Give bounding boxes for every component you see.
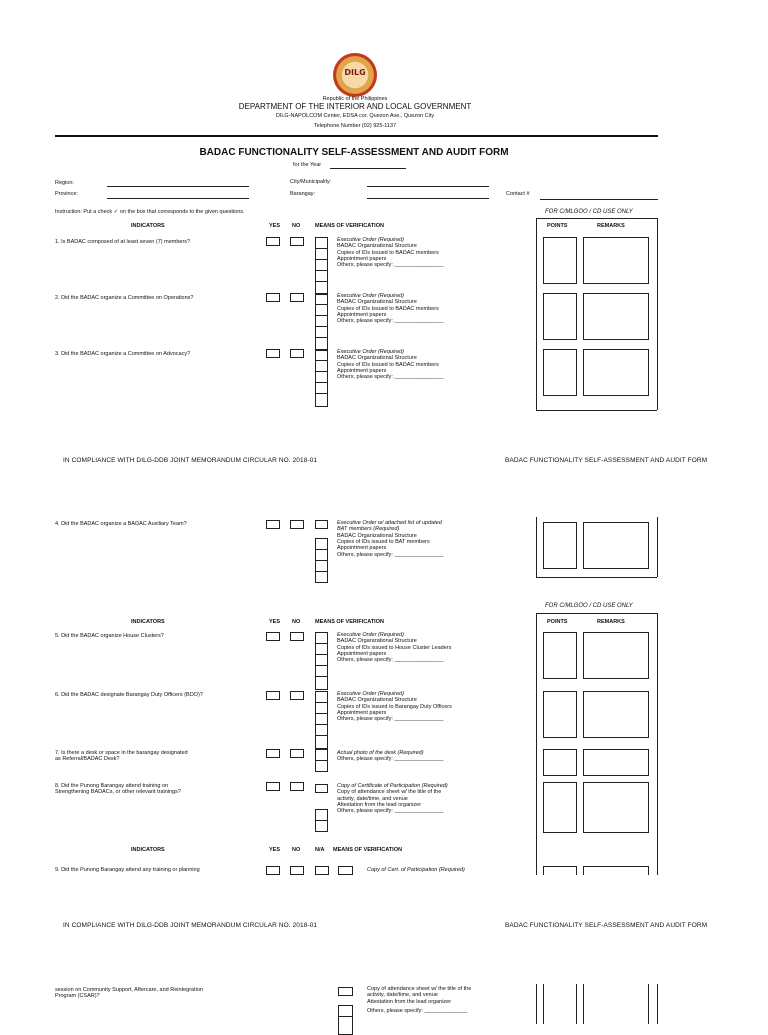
q2-points-box[interactable]	[543, 293, 577, 340]
q4-means-checkbox-1[interactable]	[315, 520, 328, 529]
q8-means-list: Copy of Certificate of Participation (Required) Copy of attendance sheet w/ the title of the activity, date/time, and venue Attestation from the lead organizer Others, please specify: ________________	[337, 783, 448, 815]
q5-points-box[interactable]	[543, 632, 577, 679]
republic-label: Republic of the Philippines	[322, 96, 388, 102]
question-2: 2. Did the BADAC organize a Committee on Operations?	[55, 295, 194, 301]
footer-compliance: IN COMPLIANCE WITH DILG-DDB JOINT MEMORANDUM CIRCULAR NO. 2018-01	[63, 457, 318, 464]
q3-means-checkboxes[interactable]	[315, 349, 328, 407]
q2-means-list: Executive Order (Required) BADAC Organizational Structure Copies of IDs Issued to BADAC members Appointment papers Others, please specify: ________________	[337, 293, 444, 325]
q6-means-checkboxes[interactable]	[315, 691, 328, 749]
col-yes-3: YES	[269, 847, 281, 853]
q8-means-checkboxes[interactable]	[315, 809, 328, 832]
q4-means-checkboxes[interactable]	[315, 538, 328, 583]
question-1: 1. Is BADAC composed of at least seven (7) members?	[55, 239, 191, 245]
question-8: 8. Did the Punong Barangay attend training on Strengthening BADACs, or other relevant trainings?	[55, 783, 181, 796]
q4-remarks-box[interactable]	[583, 522, 649, 569]
q9-means-checkbox-2[interactable]	[338, 987, 353, 996]
q2-yes-checkbox[interactable]	[266, 293, 280, 302]
frame-right-p2a	[657, 517, 658, 577]
col-yes-2: YES	[269, 619, 281, 625]
q7-remarks-box[interactable]	[583, 749, 649, 776]
q7-means-list: Actual photo of the desk (Required) Others, please specify: ________________	[337, 750, 444, 763]
question-9-continued: session on Community Support, Aftercare, and Reintegration Program (CSAR)?	[55, 987, 203, 1000]
col-yes: YES	[269, 223, 281, 229]
col-points: POINTS	[547, 223, 568, 229]
province-field[interactable]	[107, 198, 249, 199]
department-phone: Telephone Number (02) 925-1137	[313, 123, 397, 129]
q9-points-right	[576, 984, 577, 1024]
q9-means-checkbox-1[interactable]	[338, 866, 353, 875]
q5-means-list: Executive Order (Required) BADAC Organizational Structure Copies of IDs issued to House Cluster Leaders Appointment papers Others, please specify: ________________	[337, 632, 452, 664]
q2-means-checkboxes[interactable]	[315, 293, 328, 351]
q8-yes-checkbox[interactable]	[266, 782, 280, 791]
q1-means-checkboxes[interactable]	[315, 237, 328, 295]
frame-left-p2a	[536, 517, 537, 577]
col-na-3: N/A	[315, 847, 325, 853]
dilg-logo: DILG	[333, 53, 377, 97]
q8-points-box[interactable]	[543, 782, 577, 833]
q2-no-checkbox[interactable]	[290, 293, 304, 302]
q9-means-1: Copy of Cert. of Participation (Required)	[367, 867, 465, 873]
footer-form-name: BADAC FUNCTIONALITY SELF-ASSESSMENT AND AUDIT FORM	[505, 457, 708, 464]
city-field[interactable]	[367, 186, 489, 187]
footer-compliance-2: IN COMPLIANCE WITH DILG-DDB JOINT MEMORANDUM CIRCULAR NO. 2018-01	[63, 922, 318, 929]
q9-means-list: Copy of attendance sheet w/ the title of the activity, date/time, and venue Attestation from the lead organizer Others, please specify: ______________	[367, 986, 472, 1014]
q6-yes-checkbox[interactable]	[266, 691, 280, 700]
q9-yes-checkbox[interactable]	[266, 866, 280, 875]
col-points-2: POINTS	[547, 619, 568, 625]
col-means-3: MEANS OF VERIFICATION	[333, 847, 402, 853]
q6-means-list: Executive Order (Required) BADAC Organizational Structure Copies of IDs issued to Barangay Duty Officers Appointment papers Others, please specify: ________________	[337, 691, 452, 723]
q4-points-box[interactable]	[543, 522, 577, 569]
question-7: 7. Is there a desk or space in the barangay designated as Referral/BADAC Desk?	[55, 750, 188, 763]
question-9: 9. Did the Punong Barangay attend any training or planning	[55, 867, 200, 873]
q5-no-checkbox[interactable]	[290, 632, 304, 641]
q7-points-box[interactable]	[543, 749, 577, 776]
frame-bottom	[536, 410, 657, 411]
col-remarks-2: REMARKS	[597, 619, 625, 625]
q9-points-box-top-left	[543, 866, 544, 875]
q8-no-checkbox[interactable]	[290, 782, 304, 791]
q7-means-checkboxes[interactable]	[315, 749, 328, 772]
q9-na-checkbox[interactable]	[315, 866, 329, 875]
q9-means-checkboxes[interactable]	[338, 1005, 353, 1035]
for-use-only-label-2: FOR C/MLGOO / CD USE ONLY	[545, 603, 633, 609]
q1-no-checkbox[interactable]	[290, 237, 304, 246]
q1-remarks-box[interactable]	[583, 237, 649, 284]
frame-top-p2b	[536, 613, 657, 614]
frame-right-p2b	[657, 613, 658, 875]
q9-points-top	[543, 866, 577, 867]
q9-points-left	[543, 984, 544, 1024]
region-field[interactable]	[107, 186, 249, 187]
col-no-2: NO	[292, 619, 301, 625]
q7-yes-checkbox[interactable]	[266, 749, 280, 758]
q8-means-checkbox-1[interactable]	[315, 784, 328, 793]
instruction-text: Instruction: Put a check ✓ on the box that corresponds to the given questions.	[55, 209, 245, 215]
frame-right	[657, 218, 658, 410]
col-remarks: REMARKS	[597, 223, 625, 229]
form-title: BADAC FUNCTIONALITY SELF-ASSESSMENT AND AUDIT FORM	[199, 147, 509, 158]
footer-form-name-2: BADAC FUNCTIONALITY SELF-ASSESSMENT AND AUDIT FORM	[505, 922, 708, 929]
for-use-only-label: FOR C/MLGOO / CD USE ONLY	[545, 209, 633, 215]
q1-points-box[interactable]	[543, 237, 577, 284]
province-label: Province:	[55, 191, 78, 197]
q3-yes-checkbox[interactable]	[266, 349, 280, 358]
q1-means-list: Executive Order (Required) BADAC Organizational Structure Copies of IDs Issued to BADAC members Appointment papers Others, please specify: ________________	[337, 237, 444, 269]
header-divider	[55, 135, 658, 137]
frame-right-p3	[657, 984, 658, 1024]
barangay-label: Barangay:	[290, 191, 316, 197]
q5-remarks-box[interactable]	[583, 632, 649, 679]
year-label: for the Year	[293, 162, 322, 168]
q1-yes-checkbox[interactable]	[266, 237, 280, 246]
q9-remarks-top	[583, 866, 649, 867]
frame-left-p3	[536, 984, 537, 1024]
col-means-2: MEANS OF VERIFICATION	[315, 619, 384, 625]
question-5: 5. Did the BADAC organize House Clusters?	[55, 633, 164, 639]
barangay-field[interactable]	[367, 198, 489, 199]
question-6: 6. Did the BADAC designate Barangay Duty Officers (BDO)?	[55, 692, 203, 698]
q6-no-checkbox[interactable]	[290, 691, 304, 700]
year-field[interactable]	[330, 168, 406, 169]
q3-remarks-box[interactable]	[583, 349, 649, 396]
q9-no-checkbox[interactable]	[290, 866, 304, 875]
q9-remarks-left	[583, 984, 584, 1024]
col-means: MEANS OF VERIFICATION	[315, 223, 384, 229]
q9-points-box-top-right	[576, 866, 577, 875]
q5-yes-checkbox[interactable]	[266, 632, 280, 641]
region-label: Region:	[55, 180, 74, 186]
col-no-3: NO	[292, 847, 301, 853]
q3-no-checkbox[interactable]	[290, 349, 304, 358]
q3-means-list: Executive Order (Required) BADAC Organizational Structure Copies of IDs Issued to BADAC members Appointment papers Others, please specify: ________________	[337, 349, 444, 381]
frame-top	[536, 218, 657, 219]
department-address: DILG-NAPOLCOM Center, EDSA cor. Quezon Ave., Quezon City	[275, 113, 435, 119]
q6-remarks-box[interactable]	[583, 691, 649, 738]
question-4: 4. Did the BADAC organize a BADAC Auxiliary Team?	[55, 521, 187, 527]
q6-points-box[interactable]	[543, 691, 577, 738]
q4-means-list: Executive Order w/ attached list of updated BAT members (Required) BADAC Organizational Structure Copies of IDs issued to BAT members Appointment papers Others, please specify: ________________	[337, 520, 444, 558]
department-name: DEPARTMENT OF THE INTERIOR AND LOCAL GOVERNMENT	[238, 102, 472, 111]
col-indicators-2: INDICATORS	[131, 619, 165, 625]
q9-remarks-right	[648, 984, 649, 1024]
q9-remarks-box-top-right	[648, 866, 649, 875]
q4-yes-checkbox[interactable]	[266, 520, 280, 529]
q4-no-checkbox[interactable]	[290, 520, 304, 529]
q8-remarks-box[interactable]	[583, 782, 649, 833]
frame-left	[536, 218, 537, 410]
q7-no-checkbox[interactable]	[290, 749, 304, 758]
q5-means-checkboxes[interactable]	[315, 632, 328, 690]
q3-points-box[interactable]	[543, 349, 577, 396]
frame-left-p2b	[536, 613, 537, 875]
q9-remarks-box-top-left	[583, 866, 584, 875]
q2-remarks-box[interactable]	[583, 293, 649, 340]
frame-bottom-p2a	[536, 577, 657, 578]
col-indicators: INDICATORS	[131, 223, 165, 229]
question-3: 3. Did the BADAC organize a Committee on Advocacy?	[55, 351, 191, 357]
contact-field[interactable]	[540, 199, 658, 200]
col-indicators-3: INDICATORS	[131, 847, 165, 853]
contact-label: Contact #	[506, 191, 530, 197]
col-no: NO	[292, 223, 301, 229]
city-label: City/Municipality:	[290, 179, 332, 185]
